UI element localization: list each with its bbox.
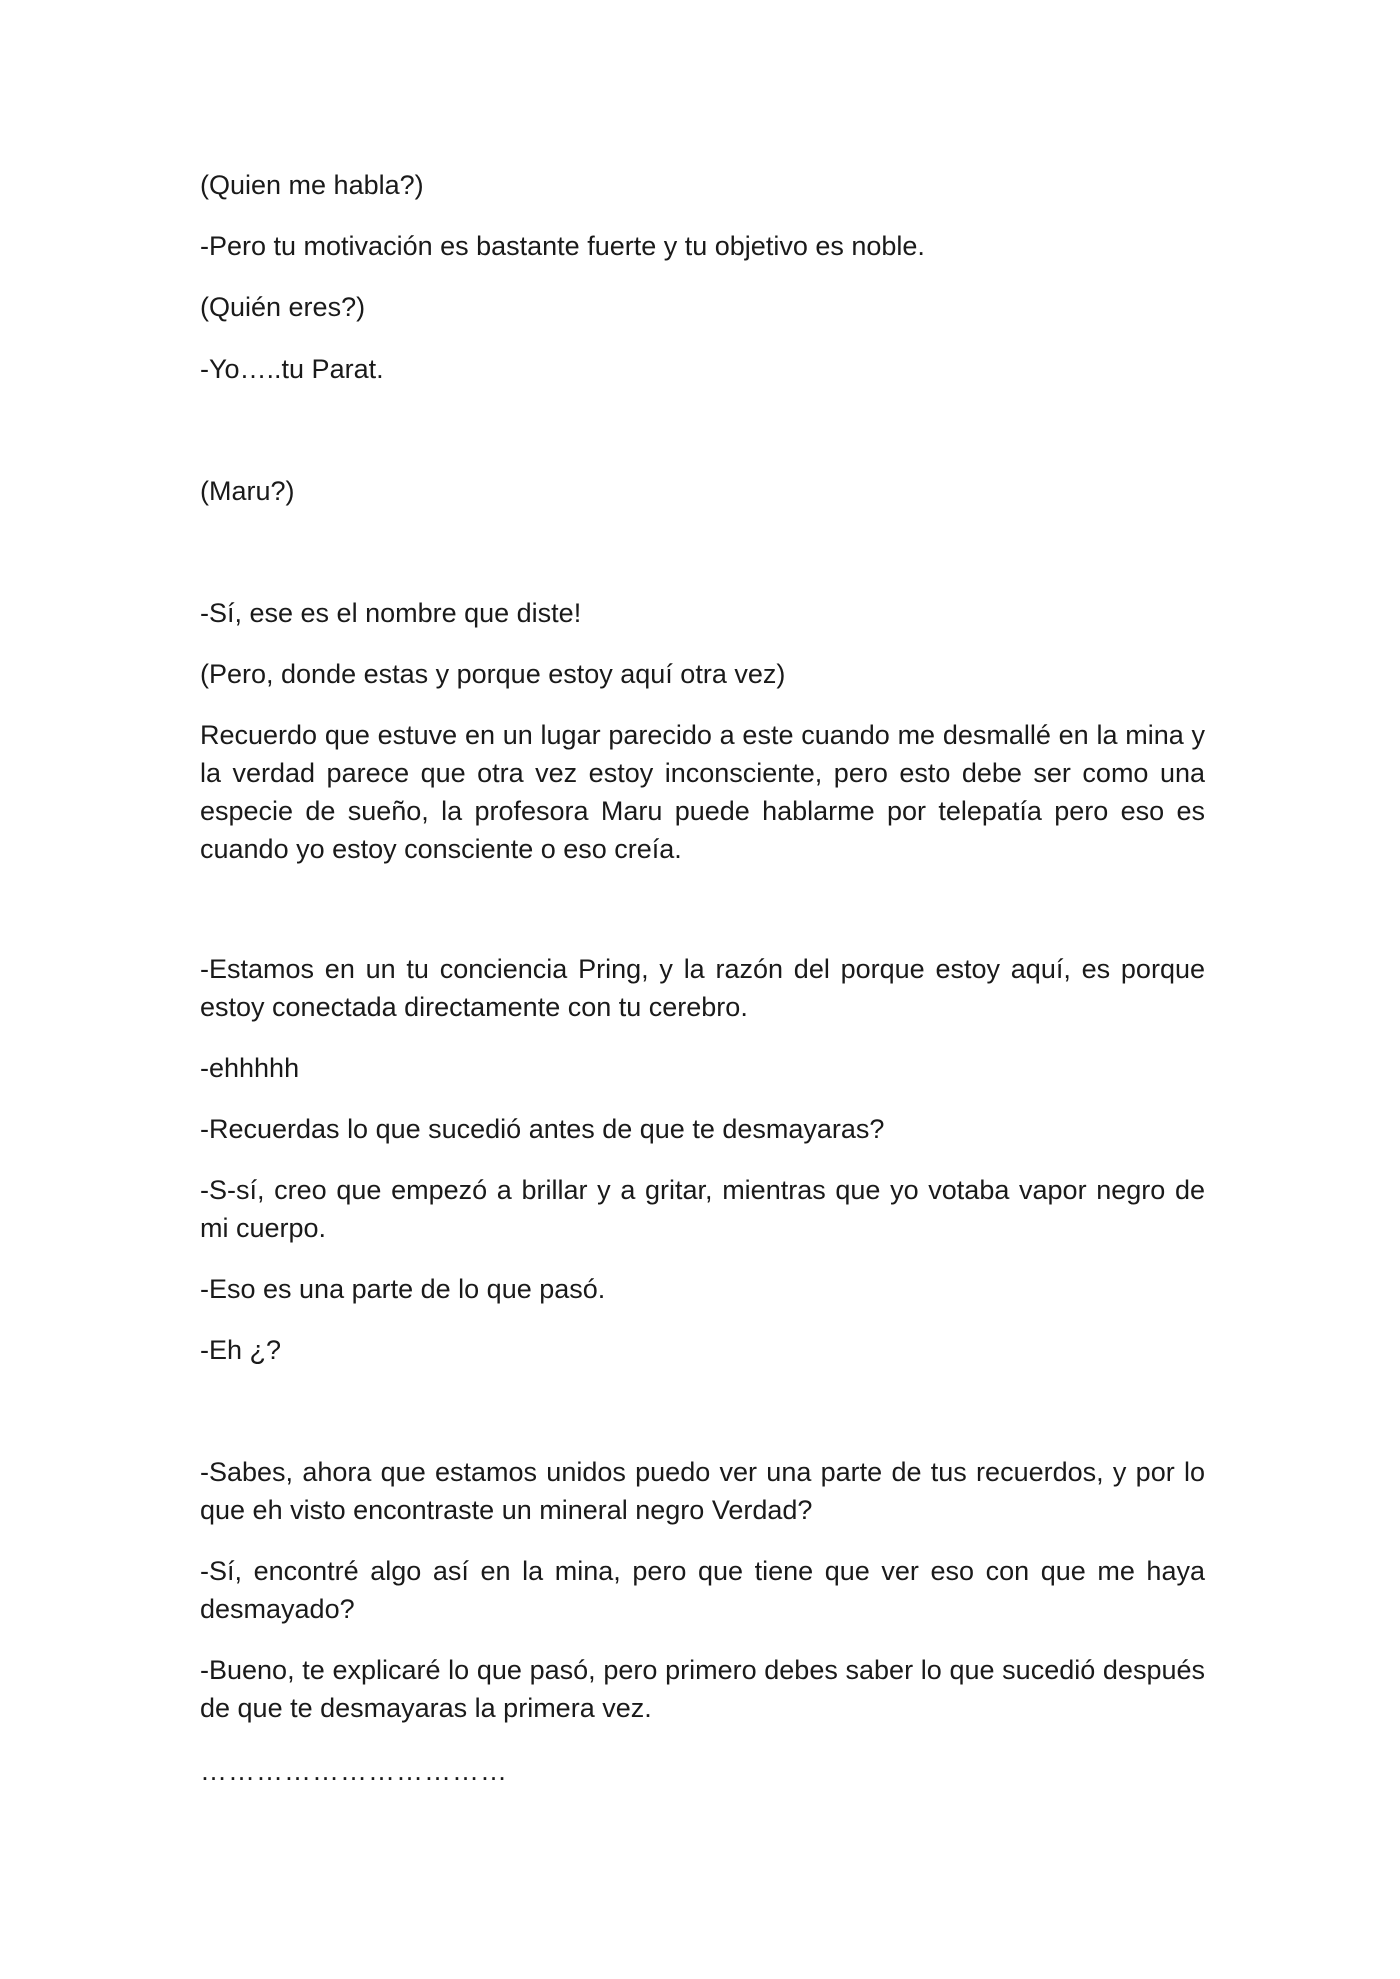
paragraph-13: -Eso es una parte de lo que pasó.: [200, 1274, 606, 1304]
paragraph-7: (Pero, donde estas y porque estoy aquí otra vez): [200, 659, 786, 689]
paragraph-6: -Sí, ese es el nombre que diste!: [200, 598, 582, 628]
paragraph-3: (Quién eres?): [200, 292, 366, 322]
paragraph-16: -Sí, encontré algo así en la mina, pero que tiene que ver eso con que me haya desmayado?: [200, 1556, 1205, 1624]
ellipsis-separator: ……………………………: [200, 1756, 508, 1786]
paragraph-8: Recuerdo que estuve en un lugar parecido a este cuando me desmallé en la mina y la verdad parece que otra vez estoy inconsciente, pero esto debe ser como una especie de sueño, la profesora Maru puede hablarme por telepatía pero eso es cuando yo estoy consciente o eso creía.: [200, 720, 1205, 864]
paragraph-1: (Quien me habla?): [200, 170, 424, 200]
paragraph-5: (Maru?): [200, 476, 295, 506]
paragraph-14: -Eh ¿?: [200, 1335, 282, 1365]
paragraph-4: -Yo…..tu Parat.: [200, 354, 384, 384]
paragraph-10: -ehhhhh: [200, 1053, 300, 1083]
paragraph-2: -Pero tu motivación es bastante fuerte y tu objetivo es noble.: [200, 231, 925, 261]
paragraph-15: -Sabes, ahora que estamos unidos puedo ver una parte de tus recuerdos, y por lo que eh visto encontraste un mineral negro Verdad?: [200, 1457, 1205, 1525]
paragraph-9: -Estamos en un tu conciencia Pring, y la razón del porque estoy aquí, es porque estoy conectada directamente con tu cerebro.: [200, 954, 1205, 1022]
paragraph-17: -Bueno, te explicaré lo que pasó, pero primero debes saber lo que sucedió después de que te desmayaras la primera vez.: [200, 1655, 1205, 1723]
paragraph-12: -S-sí, creo que empezó a brillar y a gritar, mientras que yo votaba vapor negro de mi cuerpo.: [200, 1175, 1205, 1243]
paragraph-11: -Recuerdas lo que sucedió antes de que te desmayaras?: [200, 1114, 885, 1144]
